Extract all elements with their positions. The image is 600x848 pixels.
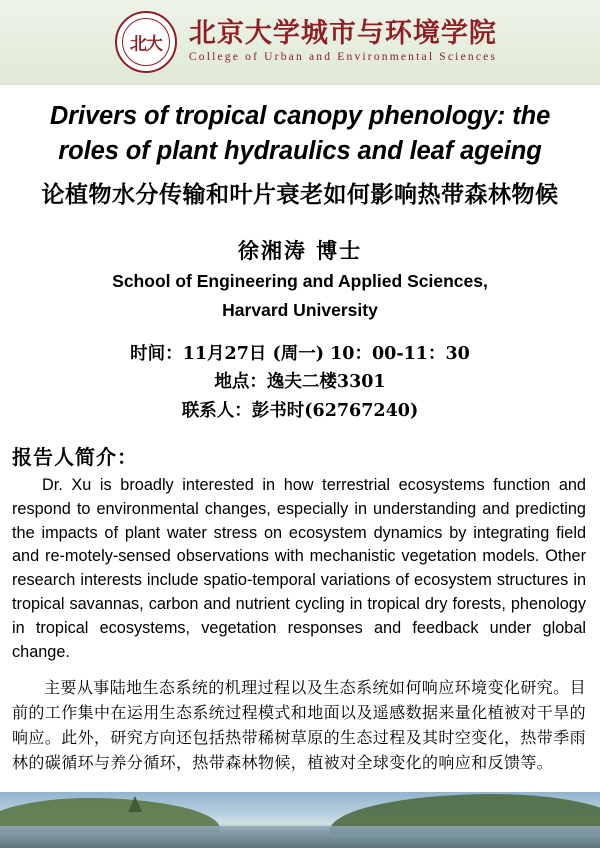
speaker-affiliation-line2: Harvard University [222,300,378,321]
poster-header [0,0,600,85]
talk-title-chinese: 论植物水分传输和叶片衰老如何影响热带森林物候 [41,181,559,209]
talk-title-english-line1: Drivers of tropical canopy phenology: the [49,102,551,130]
event-contact: 联系人：彭书时(62767240) [181,400,419,421]
speaker-affiliation-line1: School of Engineering and Applied Sciences, [112,271,488,292]
talk-title-english-line2: roles of plant hydraulics and leaf ageing [58,137,542,166]
institution-logo-block [115,11,497,73]
university-name-chinese: 北京大学城市与环境学院 [188,18,497,50]
university-seal-icon [115,11,177,73]
speaker-block [0,235,600,323]
institution-names [189,20,497,64]
logistics-block [0,340,600,425]
title-block [0,85,600,209]
biography-block [0,441,600,775]
university-name-english: College of Urban and Environmental Sciences [188,51,498,64]
campus-photo-footer [0,792,600,848]
seal-glyph-text: 北大 [129,34,162,55]
event-time: 时间：11月27日 (周一) 10：00-11：30 [130,344,470,365]
biography-heading: 报告人简介： [12,445,138,470]
biography-english: Dr. Xu is broadly interested in how terrestrial ecosystems function and respond to environmental changes, especially in understanding and predicting the impacts of plant water stress on ecosystem dynamics by integrating field and re-motely-sensed observations with mechanistic vegetation models. Other research interests include spatio-temporal variations of ecosystem structures in tropical savannas, carbon and nutrient cycling in tropical dry forests, phenology in tropical ecosystems, vegetation responses and feedback under global change. [12,476,586,661]
biography-chinese: 主要从事陆地生态系统的机理过程以及生态系统如何响应环境变化研究。目前的工作集中在运用生态系统过程模式和地面以及遥感数据来量化植被对干旱的响应。此外，研究方向还包括热带稀树草原的生态过程及其时空变化，热带季雨林的碳循环与养分循环，热带森林物候，植被对全球变化的响应和反馈等。 [12,678,587,772]
photo-lake [0,826,600,848]
speaker-name: 徐湘涛 博士 [237,238,363,264]
event-location: 地点：逸夫二楼3301 [214,372,386,393]
photo-pagoda-icon [128,796,142,812]
